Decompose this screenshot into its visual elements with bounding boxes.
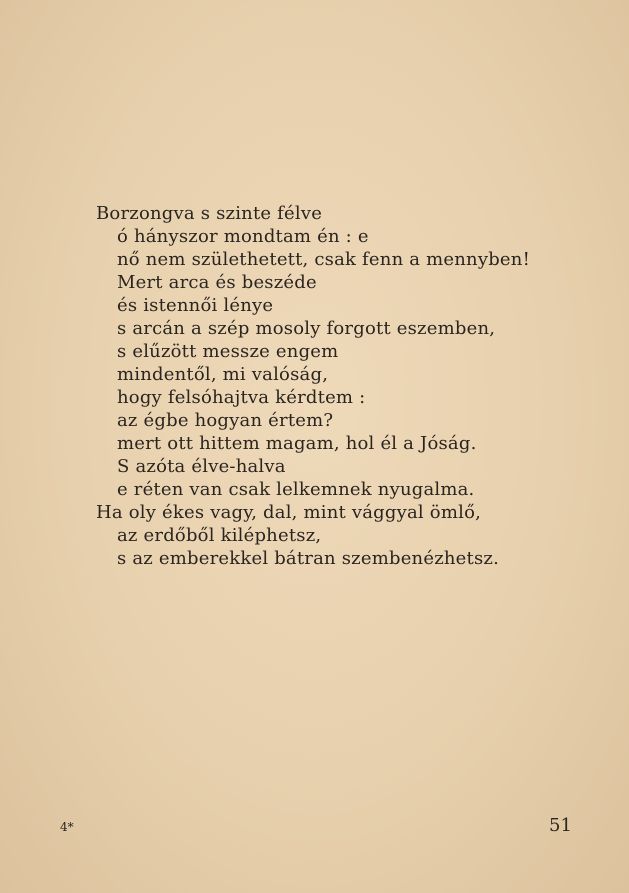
poem-line: S azóta élve-halva — [117, 456, 286, 477]
signature-mark: 4* — [60, 820, 74, 834]
poem-line: e réten van csak lelkemnek nyugalma. — [117, 479, 475, 500]
page-number: 51 — [549, 815, 572, 836]
poem-line: s az emberekkel bátran szembenézhetsz. — [117, 548, 499, 569]
poem-line: s elűzött messze engem — [117, 341, 339, 362]
poem-line: az égbe hogyan értem? — [117, 410, 334, 431]
poem-line: és istennői lénye — [117, 295, 274, 316]
poem-line: nő nem születhetett, csak fenn a mennyben! — [117, 249, 531, 270]
poem-line: Borzongva s szinte félve — [96, 203, 323, 224]
poem-line: s arcán a szép mosoly forgott eszemben, — [117, 318, 496, 339]
poem-line: Mert arca és beszéde — [117, 272, 317, 293]
poem-line: mindentől, mi valóság, — [117, 364, 329, 385]
poem-line: hogy felsóhajtva kérdtem : — [117, 387, 366, 408]
poem-line: az erdőből kiléphetsz, — [117, 525, 322, 546]
poem-line: ó hányszor mondtam én : e — [117, 226, 369, 247]
poem-line: mert ott hittem magam, hol él a Jóság. — [117, 433, 477, 454]
poem-line: Ha oly ékes vagy, dal, mint vággyal ömlő, — [96, 502, 482, 523]
